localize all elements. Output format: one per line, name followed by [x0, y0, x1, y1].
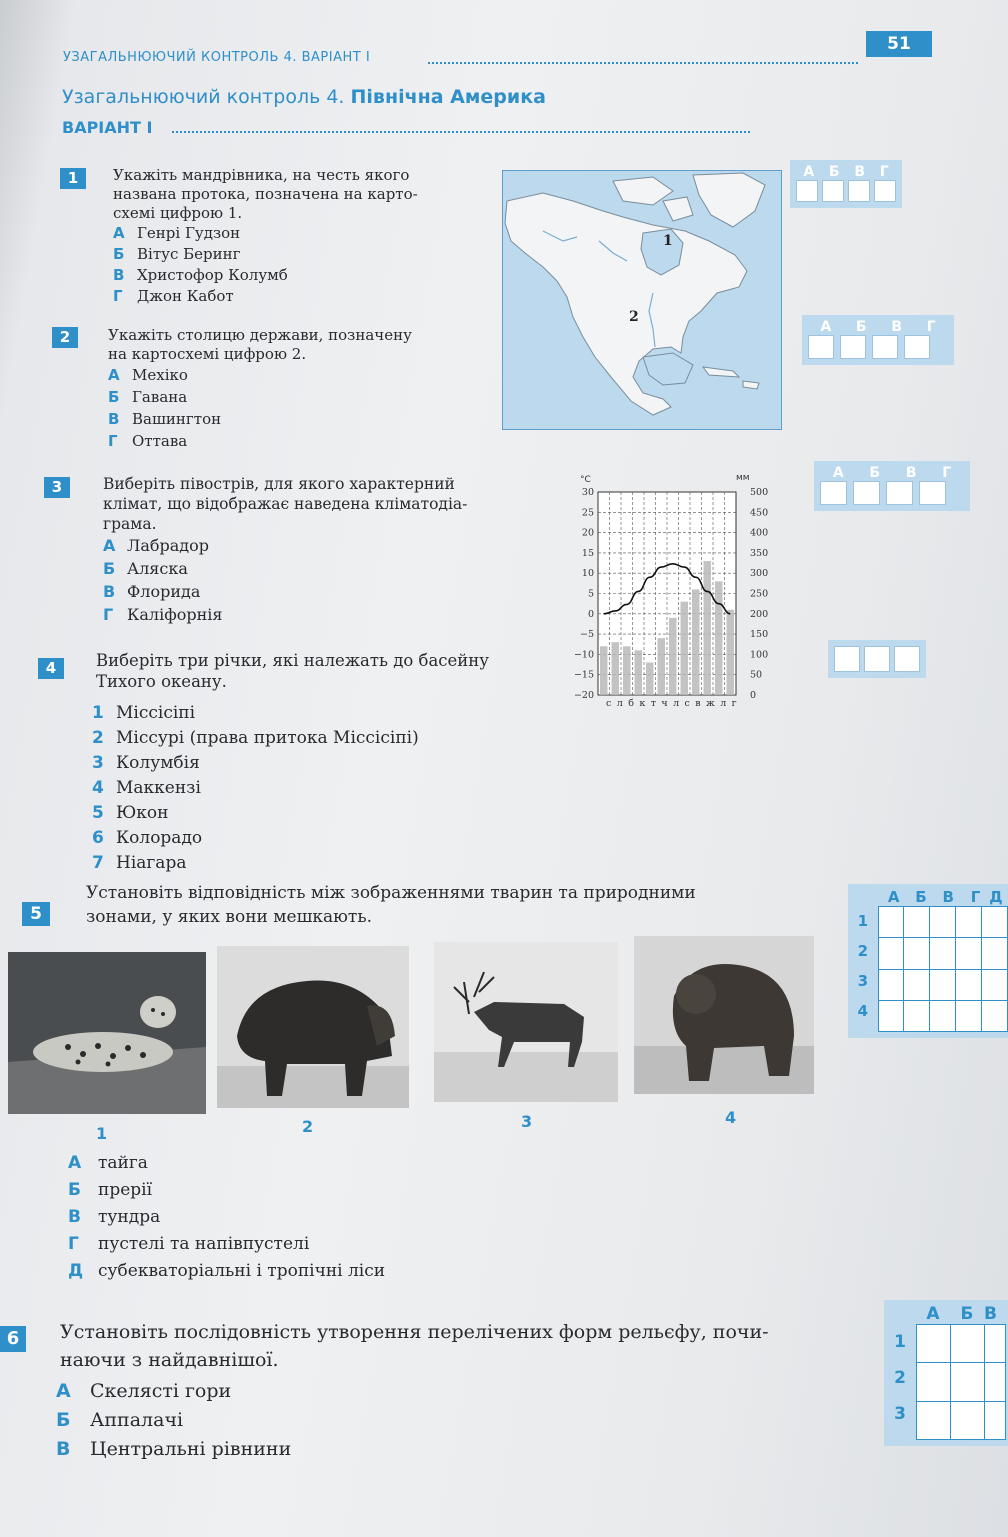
q3-col-a: А [832, 465, 844, 481]
q5-col-e: Д [989, 888, 1003, 906]
photo-bear [634, 936, 814, 1094]
q2-answer-cell-c[interactable] [872, 335, 898, 359]
grid-cell[interactable] [878, 969, 904, 1000]
chart-ytick-label: −5 [579, 629, 594, 641]
precip-bar [646, 663, 654, 695]
chart-y2tick-label: 300 [750, 568, 769, 580]
q1-col-c: В [854, 164, 865, 180]
reindeer-image [434, 942, 618, 1102]
grid-cell[interactable] [985, 1401, 1006, 1439]
grid-cell[interactable] [930, 969, 956, 1000]
q2-option-a: А Мехіко [108, 366, 188, 384]
q5-block [86, 881, 826, 929]
chart-y2tick-label: 500 [750, 487, 769, 498]
q2-block [108, 326, 498, 452]
photo-caption-3: 3 [521, 1112, 533, 1131]
map-graphic [503, 171, 781, 429]
grid-cell[interactable] [904, 1000, 930, 1031]
chart-y2tick-label: 250 [750, 588, 769, 600]
q1-option-a: А Генрі Гудзон [113, 224, 241, 242]
q1-number: 1 [60, 168, 86, 189]
q3-answer-cell-c[interactable] [886, 481, 913, 505]
q5-options [68, 1150, 568, 1285]
bison-image [217, 946, 409, 1108]
q3-option-c: В Флорида [103, 582, 201, 601]
title-bold: Північна Америка [350, 86, 546, 108]
grid-cell[interactable] [917, 1401, 951, 1439]
precip-bar [715, 581, 723, 695]
q6-text-line: наючи з найдавнішої. [60, 1349, 279, 1371]
q4-number: 4 [38, 658, 64, 679]
q6-options [56, 1377, 556, 1464]
chart-y2tick-label: 100 [750, 649, 769, 661]
q4-option-3: 3 Колумбія [92, 753, 200, 773]
q5-answer-grid [848, 884, 1008, 1038]
grid-cell[interactable] [985, 1325, 1006, 1363]
q1-col-a: А [803, 164, 815, 180]
photo-leopard [8, 952, 206, 1114]
q6-answer-grid [884, 1300, 1008, 1446]
q2-option-b: Б Гавана [108, 388, 188, 406]
grid-cell[interactable] [951, 1363, 985, 1401]
grid-cell[interactable] [930, 938, 956, 969]
variant-dotted-rule [172, 131, 750, 133]
photo-caption-2: 2 [302, 1117, 314, 1136]
q5-col-d: Г [970, 888, 981, 906]
precip-bar [692, 589, 700, 695]
q5-number: 5 [22, 902, 50, 926]
q6-option-b: Б Аппалачі [56, 1409, 184, 1431]
q1-text-line: Укажіть мандрівника, на честь якого [113, 166, 410, 184]
chart-y2tick-label: 50 [750, 669, 763, 681]
q6-grid-table [916, 1324, 1006, 1440]
q6-col-b: Б [960, 1304, 974, 1324]
grid-cell[interactable] [930, 1000, 956, 1031]
chart-ytick-label: 25 [581, 507, 594, 519]
photo-reindeer [434, 942, 618, 1102]
q5-col-c: В [942, 888, 954, 906]
q5-option-d: Г пустелі та напівпустелі [68, 1234, 310, 1254]
q4-text-line: Виберіть три річки, які належать до басейну [96, 651, 490, 670]
q4-option-6: 6 Колорадо [92, 828, 203, 848]
q3-answer-cell-b[interactable] [853, 481, 880, 505]
q5-row-4: 4 [857, 1002, 868, 1020]
q2-number: 2 [52, 327, 78, 348]
q5-text-line: Установіть відповідність між зображеннями тварин та природними [86, 883, 696, 903]
grid-cell[interactable] [904, 907, 930, 938]
photo-caption-1: 1 [96, 1124, 108, 1143]
precip-bar [727, 610, 735, 695]
q5-option-a: А тайга [68, 1153, 148, 1173]
grid-cell[interactable] [878, 907, 904, 938]
grid-cell[interactable] [982, 969, 1008, 1000]
map-label-1: 1 [663, 233, 673, 249]
q6-option-a: А Скелясті гори [56, 1380, 232, 1402]
q3-text-line: клімат, що відображає наведена кліматодіа- [103, 495, 468, 513]
q1-option-c: В Христофор Колумб [113, 266, 288, 284]
grid-cell[interactable] [956, 969, 982, 1000]
q6-col-c: В [984, 1304, 997, 1324]
q1-answer-cell-a[interactable] [796, 180, 818, 202]
grid-cell[interactable] [956, 1000, 982, 1031]
photo-caption-4: 4 [725, 1108, 737, 1127]
q5-option-e: Д субекваторіальні і тропічні ліси [68, 1261, 386, 1281]
page-title [62, 86, 546, 108]
q4-option-7: 7 Ніагара [92, 853, 187, 873]
q3-option-d: Г Каліфорнія [103, 605, 223, 624]
running-title: УЗАГАЛЬНЮЮЧИЙ КОНТРОЛЬ 4. ВАРІАНТ І [63, 50, 371, 65]
grid-cell[interactable] [917, 1325, 951, 1363]
q2-col-d: Г [926, 319, 936, 335]
q6-text-line: Установіть послідовність утворення перелічених форм рельєфу, почи- [60, 1321, 769, 1343]
precip-bar [681, 602, 689, 695]
precip-bar [635, 650, 643, 695]
q3-answer-cell-d[interactable] [919, 481, 946, 505]
chart-ylabel: °C [580, 475, 591, 485]
q4-option-2: 2 Міссурі (права притока Міссісіпі) [92, 728, 419, 748]
q3-col-b: Б [869, 465, 881, 481]
q6-option-c: В Центральні рівнини [56, 1438, 292, 1460]
q1-col-b: Б [828, 164, 840, 180]
precip-bar [612, 642, 620, 695]
leopard-image [8, 952, 206, 1114]
chart-ytick-label: 30 [581, 487, 594, 498]
q2-option-d: Г Оттава [108, 432, 188, 450]
chart-y2tick-label: 350 [750, 547, 769, 559]
grid-cell[interactable] [956, 938, 982, 969]
grid-cell[interactable] [904, 938, 930, 969]
q2-answer-cell-a[interactable] [808, 335, 834, 359]
q1-answer-cell-b[interactable] [822, 180, 844, 202]
precip-bar [669, 618, 677, 695]
precip-bar [600, 646, 608, 695]
q3-option-a: А Лабрадор [103, 536, 210, 555]
q2-answer-cell-d[interactable] [904, 335, 930, 359]
grid-cell[interactable] [982, 938, 1008, 969]
grid-cell[interactable] [951, 1401, 985, 1439]
bear-image [634, 936, 814, 1094]
q5-row-2: 2 [857, 942, 868, 960]
q1-option-b: Б Вітус Беринг [113, 245, 241, 263]
q2-text-line: на картосхемі цифрою 2. [108, 345, 307, 363]
grid-cell[interactable] [917, 1363, 951, 1401]
q4-option-5: 5 Юкон [92, 803, 169, 823]
q5-option-b: Б прерії [68, 1180, 153, 1200]
q6-row-1: 1 [894, 1332, 906, 1352]
q5-row-3: 3 [857, 972, 868, 990]
q5-option-c: В тундра [68, 1207, 161, 1227]
q3-number: 3 [44, 477, 70, 498]
grid-cell[interactable] [878, 1000, 904, 1031]
q5-grid-table [878, 906, 1008, 1032]
chart-ytick-label: −15 [573, 669, 594, 681]
grid-cell[interactable] [985, 1363, 1006, 1401]
q4-answer-cell-3[interactable] [894, 646, 920, 672]
chart-ytick-label: 0 [587, 608, 594, 620]
chart-y2tick-label: 200 [750, 608, 769, 620]
chart-ytick-label: 5 [587, 588, 594, 600]
grid-cell[interactable] [956, 907, 982, 938]
grid-cell[interactable] [982, 907, 1008, 938]
photo-bison [217, 946, 409, 1108]
q2-option-c: В Вашингтон [108, 410, 222, 428]
chart-ytick-label: −10 [573, 649, 594, 661]
chart-xtick-labels: с л б к т ч л с в ж л г [606, 698, 738, 709]
chart-y2tick-label: 0 [750, 690, 757, 701]
q6-col-a: А [926, 1304, 940, 1324]
q2-col-a: А [820, 319, 832, 335]
q1-text-line: названа протока, позначена на карто- [113, 185, 418, 203]
q2-answer-box [802, 315, 954, 365]
grid-cell[interactable] [878, 938, 904, 969]
q2-text-line: Укажіть столицю держави, позначену [108, 326, 412, 344]
q2-col-c: В [891, 319, 902, 335]
q2-col-b: Б [855, 319, 867, 335]
q4-answer-box [828, 640, 926, 678]
q1-block [113, 166, 493, 307]
precip-bar [704, 561, 712, 695]
chart-y2label: мм [736, 473, 750, 483]
q1-answer-cell-c[interactable] [848, 180, 870, 202]
q3-answer-box [814, 461, 970, 511]
header-dotted-rule [428, 62, 858, 64]
grid-cell[interactable] [930, 907, 956, 938]
q3-col-d: Г [942, 465, 952, 481]
q4-answer-cell-1[interactable] [834, 646, 860, 672]
q5-col-b: Б [915, 888, 927, 906]
q4-block [96, 650, 556, 692]
q6-row-3: 3 [894, 1404, 906, 1424]
chart-y2tick-label: 150 [750, 629, 769, 641]
q3-col-c: В [905, 465, 917, 481]
q1-text-line: схемі цифрою 1. [113, 204, 243, 222]
q4-option-1: 1 Міссісіпі [92, 703, 196, 723]
north-america-map [502, 170, 782, 430]
q3-text-line: грама. [103, 515, 157, 533]
chart-ytick-label: 20 [581, 527, 594, 539]
variant-label: ВАРІАНТ І [62, 118, 153, 137]
title-main: Узагальнюючий контроль 4. [62, 86, 345, 108]
chart-ytick-label: 15 [581, 547, 594, 559]
q6-row-2: 2 [894, 1368, 906, 1388]
q3-text-line: Виберіть півострів, для якого характерний [103, 475, 455, 493]
q5-row-1: 1 [857, 912, 868, 930]
climate-diagram [560, 470, 790, 715]
map-label-2: 2 [629, 309, 639, 325]
chart-y2tick-label: 450 [750, 507, 769, 519]
q3-answer-cell-a[interactable] [820, 481, 847, 505]
q4-text-line: Тихого океану. [96, 672, 227, 691]
page-number: 51 [866, 31, 932, 57]
grid-cell[interactable] [982, 1000, 1008, 1031]
q2-answer-cell-b[interactable] [840, 335, 866, 359]
precip-bar [623, 646, 631, 695]
q3-block [103, 474, 553, 626]
q1-answer-box [790, 160, 902, 208]
q4-option-4: 4 Маккензі [92, 778, 201, 798]
q1-col-d: Г [879, 164, 889, 180]
q3-option-b: Б Аляска [103, 559, 188, 578]
q6-block [60, 1318, 860, 1374]
grid-cell[interactable] [904, 969, 930, 1000]
chart-ytick-label: −20 [573, 690, 594, 701]
chart-y2tick-label: 400 [750, 527, 769, 539]
q1-option-d: Г Джон Кабот [113, 287, 234, 305]
q6-number: 6 [0, 1326, 26, 1352]
q5-col-a: А [887, 888, 900, 906]
q5-text-line: зонами, у яких вони мешкають. [86, 907, 372, 927]
q4-answer-cell-2[interactable] [864, 646, 890, 672]
chart-ytick-label: 10 [581, 568, 594, 580]
precip-bar [658, 638, 666, 695]
grid-cell[interactable] [951, 1325, 985, 1363]
q1-answer-cell-d[interactable] [874, 180, 896, 202]
q4-options [92, 701, 552, 876]
